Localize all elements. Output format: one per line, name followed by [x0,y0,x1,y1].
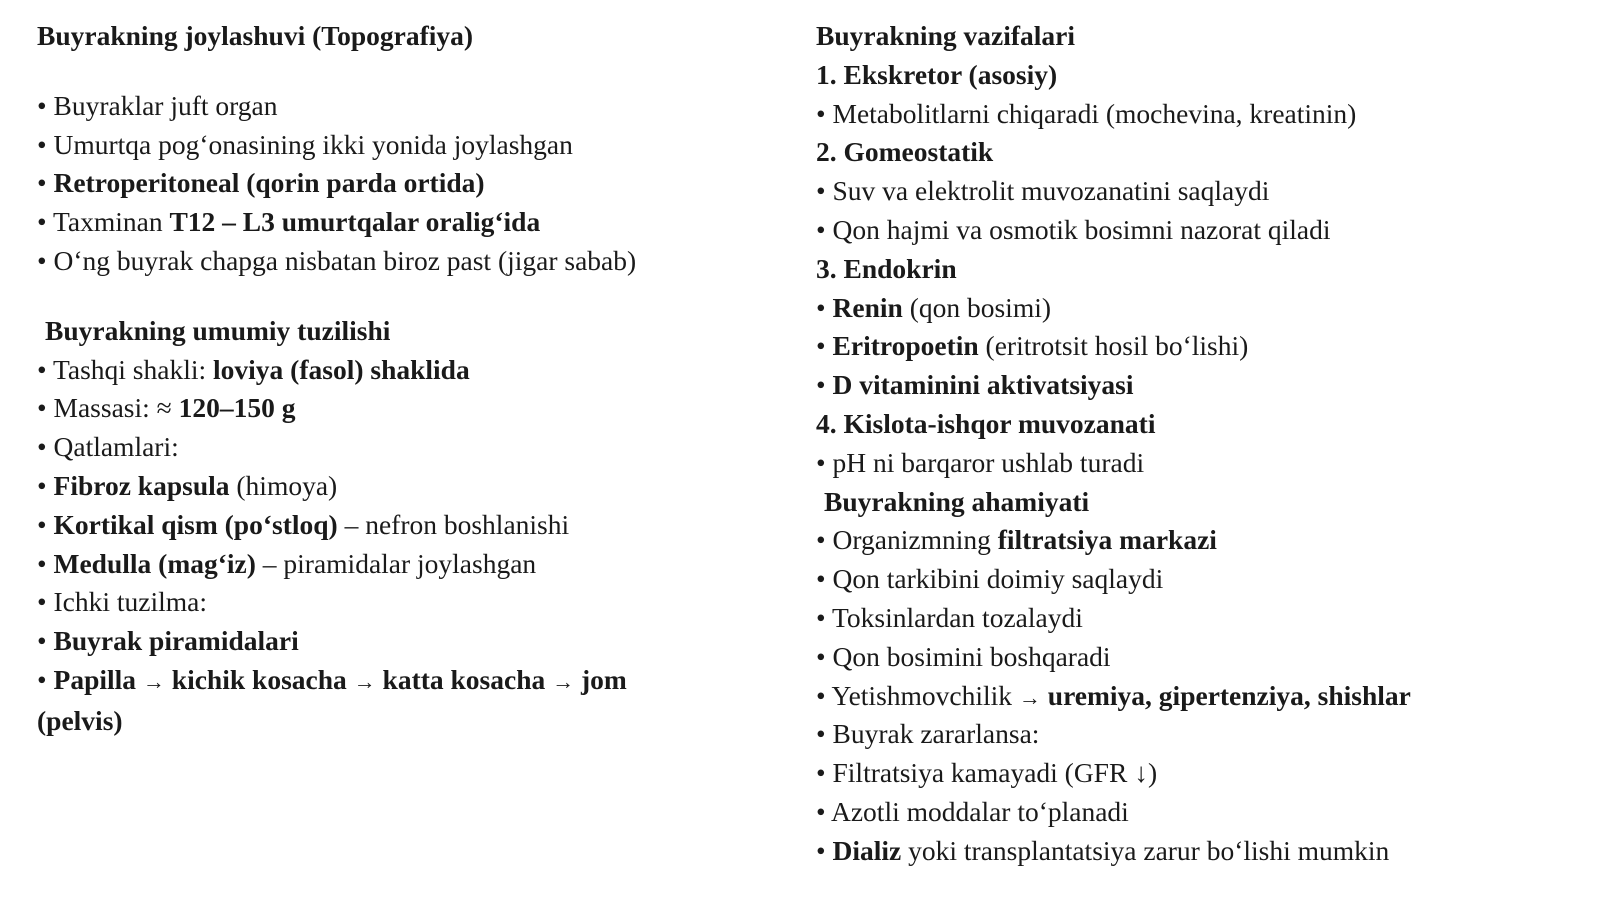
left-column [37,17,737,741]
list-item: • Renin (qon bosimi) [816,291,1052,323]
list-item: • Retroperitoneal (qorin parda ortida) [37,167,485,199]
list-item: • Organizmning filtratsiya markazi [816,524,1217,556]
list-item-pelvis: • Papilla → kichik kosacha → katta kosacha → jom (pelvis) [37,663,627,736]
list-item: • Metabolitlarni chiqaradi (mochevina, kreatinin) [816,97,1357,129]
subheading: 2. Gomeostatik [816,136,994,168]
list-item: • Filtratsiya kamayadi (GFR ↓) [816,757,1158,789]
section-title-topography: Buyrakning joylashuvi (Topografiya) [37,20,474,51]
arrow-right-icon: → [142,668,165,694]
list-item: • Qon tarkibini doimiy saqlaydi [816,563,1164,595]
list-item: • D vitaminini aktivatsiyasi [816,369,1134,401]
list-item: • Azotli moddalar to‘planadi [816,795,1129,827]
list-item: • pH ni barqaror ushlab turadi [816,446,1145,478]
list-item: • Buyrak zararlansa: [816,718,1040,750]
list-item: • O‘ng buyrak chapga nisbatan biroz past (jigar sabab) [37,244,637,276]
section-title-functions: Buyrakning vazifalari [816,20,1075,51]
list-item: • Ichki tuzilma: [37,586,207,618]
list-item: • Suv va elektrolit muvozanatini saqlaydi [816,175,1270,207]
section-title-structure: Buyrakning umumiy tuzilishi [45,314,391,346]
spacer [37,56,737,87]
list-item: • Medulla (mag‘iz) – piramidalar joylashgan [37,547,537,579]
list-item: • Dializ yoki transplantatsiya zarur bo‘lishi mumkin [816,834,1390,866]
list-item: • Tashqi shakli: loviya (fasol) shaklida [37,353,470,385]
spacer [37,281,737,312]
list-item: • Yetishmovchilik → uremiya, gipertenziya, shishlar [816,679,1411,711]
list-item: • Fibroz kapsula (himoya) [37,469,338,501]
list-item: • Buyrak piramidalari [37,625,299,657]
list-item: • Qon bosimini boshqaradi [816,640,1111,672]
list-item: • Eritropoetin (eritrotsit hosil bo‘lishi) [816,330,1249,362]
subheading: 3. Endokrin [816,252,957,284]
list-item: • Umurtqa pog‘onasining ikki yonida joylashgan [37,128,573,160]
list-item: • Buyraklar juft organ [37,89,278,121]
list-item: • Taxminan T12 – L3 umurtqalar oralig‘ida [37,206,541,238]
list-item: • Qatlamlari: [37,431,179,463]
list-item: • Kortikal qism (po‘stloq) – nefron boshlanishi [37,508,570,540]
arrow-right-icon: → [1018,684,1041,710]
list-item: • Qon hajmi va osmotik bosimni nazorat qiladi [816,213,1331,245]
arrow-right-icon: → [552,668,575,694]
right-column [816,17,1576,871]
subheading: 1. Ekskretor (asosiy) [816,58,1058,90]
subheading: 4. Kislota-ishqor muvozanati [816,407,1156,439]
arrow-right-icon: → [353,668,376,694]
list-item: • Massasi: ≈ 120–150 g [37,392,296,424]
section-title-importance: Buyrakning ahamiyati [824,485,1090,517]
list-item: • Toksinlardan tozalaydi [816,601,1083,633]
